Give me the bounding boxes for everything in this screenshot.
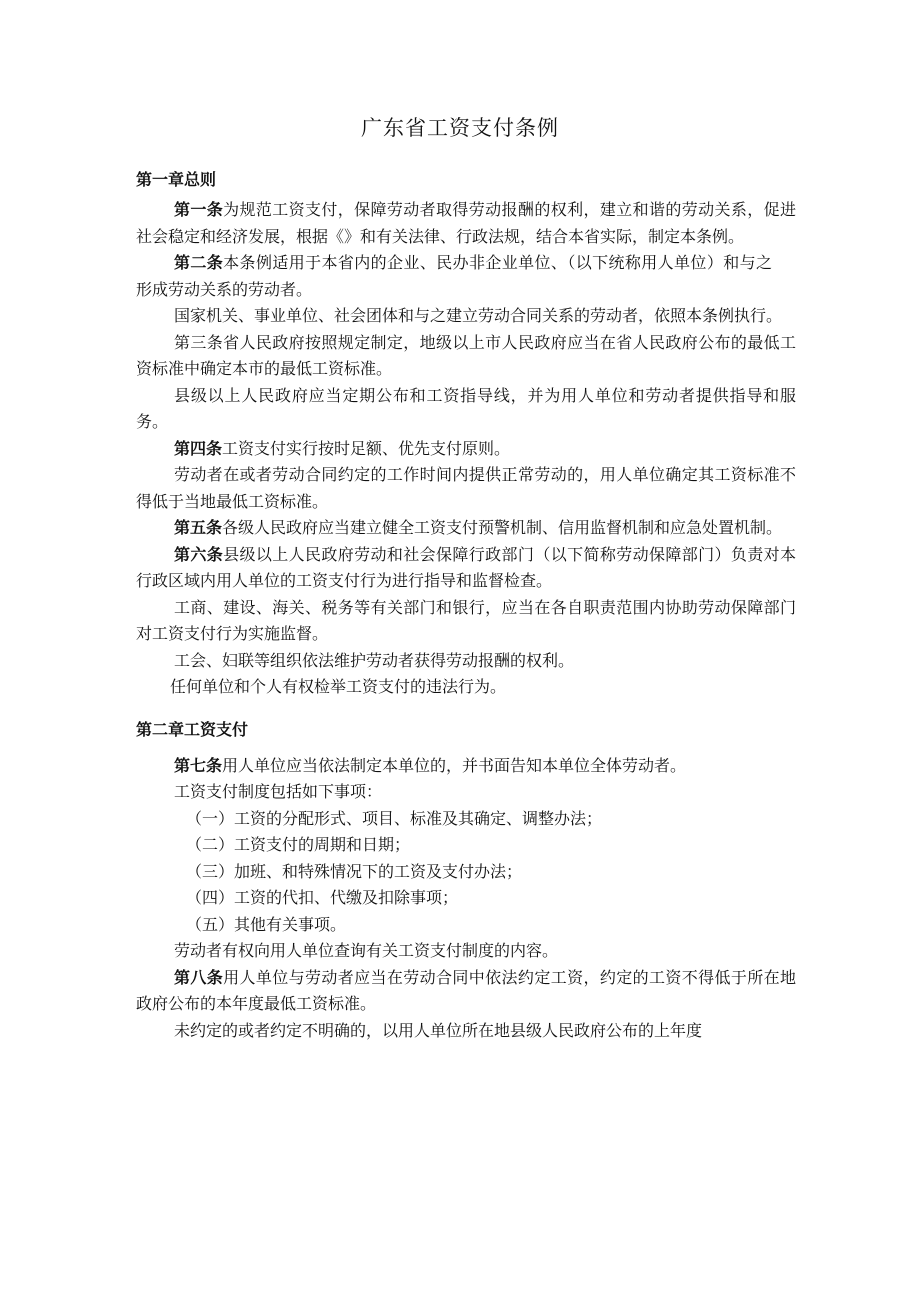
paragraph: 第三条省人民政府按照规定制定，地级以上市人民政府应当在省人民政府公布的最低工资标准中确定本市的最低工资标准。 [136,332,796,378]
article-1 [136,197,796,250]
paragraph: 县级以上人民政府应当定期公布和工资指导线，并为用人单位和劳动者提供指导和服务。 [136,385,796,431]
chapter-heading: 第二章工资支付 [136,719,249,739]
article-label: 第五条 [174,518,223,537]
document-title: 广东省工资支付条例 [361,116,559,140]
article-7 [136,753,796,780]
list-item: （一）工资的分配形式、项目、标准及其确定、调整办法； [186,808,603,828]
article-label: 第七条 [174,755,223,775]
paragraph: 工会、妇联等组织依法维护劳动者获得劳动报酬的权利。 [174,650,575,670]
article-label: 第四条 [174,438,223,458]
article-label: 第二条 [174,253,224,272]
chapter-heading: 第一章总则 [136,170,217,189]
list-item: （二）工资支付的周期和日期； [186,835,411,854]
list-item: （四）工资的代扣、代缴及扣除事项； [186,888,459,907]
article-text: 用人单位应当依法制定本单位的，并书面告知本单位全体劳动者。 [222,755,687,775]
paragraph: 未约定的或者约定不明确的，以用人单位所在地县级人民政府公布的上年度 [174,1020,703,1040]
paragraph: 任何单位和个人有权检举工资支付的违法行为。 [170,677,507,696]
list-item: （三）加班、和特殊情况下的工资及支付办法； [186,861,523,881]
article-text: 工资支付实行按时足额、优先支付原则。 [222,438,511,458]
document-body [136,165,796,1044]
article-4 [136,436,796,463]
article-label: 第六条 [174,544,224,564]
paragraph: 劳动者有权向用人单位查询有关工资支付制度的内容。 [174,941,559,960]
article-5 [136,515,796,542]
paragraph: 国家机关、事业单位、社会团体和与之建立劳动合同关系的劳动者，依照本条例执行。 [174,306,783,325]
article-text: 各级人民政府应当建立健全工资支付预警机制、信用监督机制和应急处置机制。 [222,518,783,537]
paragraph: 工资支付制度包括如下事项： [174,782,383,801]
article-text: 县级以上人民政府劳动和社会保障行政部门（以下简称劳动保障部门）负责对本行政区域内用人单位的工资支付行为进行指导和监督检查。 [136,544,796,590]
article-label: 第八条 [174,967,224,987]
article-text: 用人单位与劳动者应当在劳动合同中依法约定工资，约定的工资不得低于所在地政府公布的本年度最低工资标准。 [136,967,796,1013]
article-6 [136,542,796,595]
article-8 [136,965,796,1018]
list-item: （五）其他有关事项。 [186,914,347,934]
paragraph: 工商、建设、海关、税务等有关部门和银行，应当在各自职责范围内协助劳动保障部门对工资支付行为实施监督。 [136,597,796,643]
paragraph: 劳动者在或者劳动合同约定的工作时间内提供正常劳动的，用人单位确定其工资标准不得低于当地最低工资标准。 [136,465,796,511]
article-label: 第一条 [174,200,224,219]
article-text: 本条例适用于本省内的企业、民办非企业单位、（以下统称用人单位）和与之形成劳动关系的劳动者。 [136,253,772,299]
article-2 [136,250,796,303]
article-text: 为规范工资支付，保障劳动者取得劳动报酬的权利，建立和谐的劳动关系，促进社会稳定和经济发展，根据《》和有关法律、行政法规，结合本省实际，制定本条例。 [136,200,796,246]
